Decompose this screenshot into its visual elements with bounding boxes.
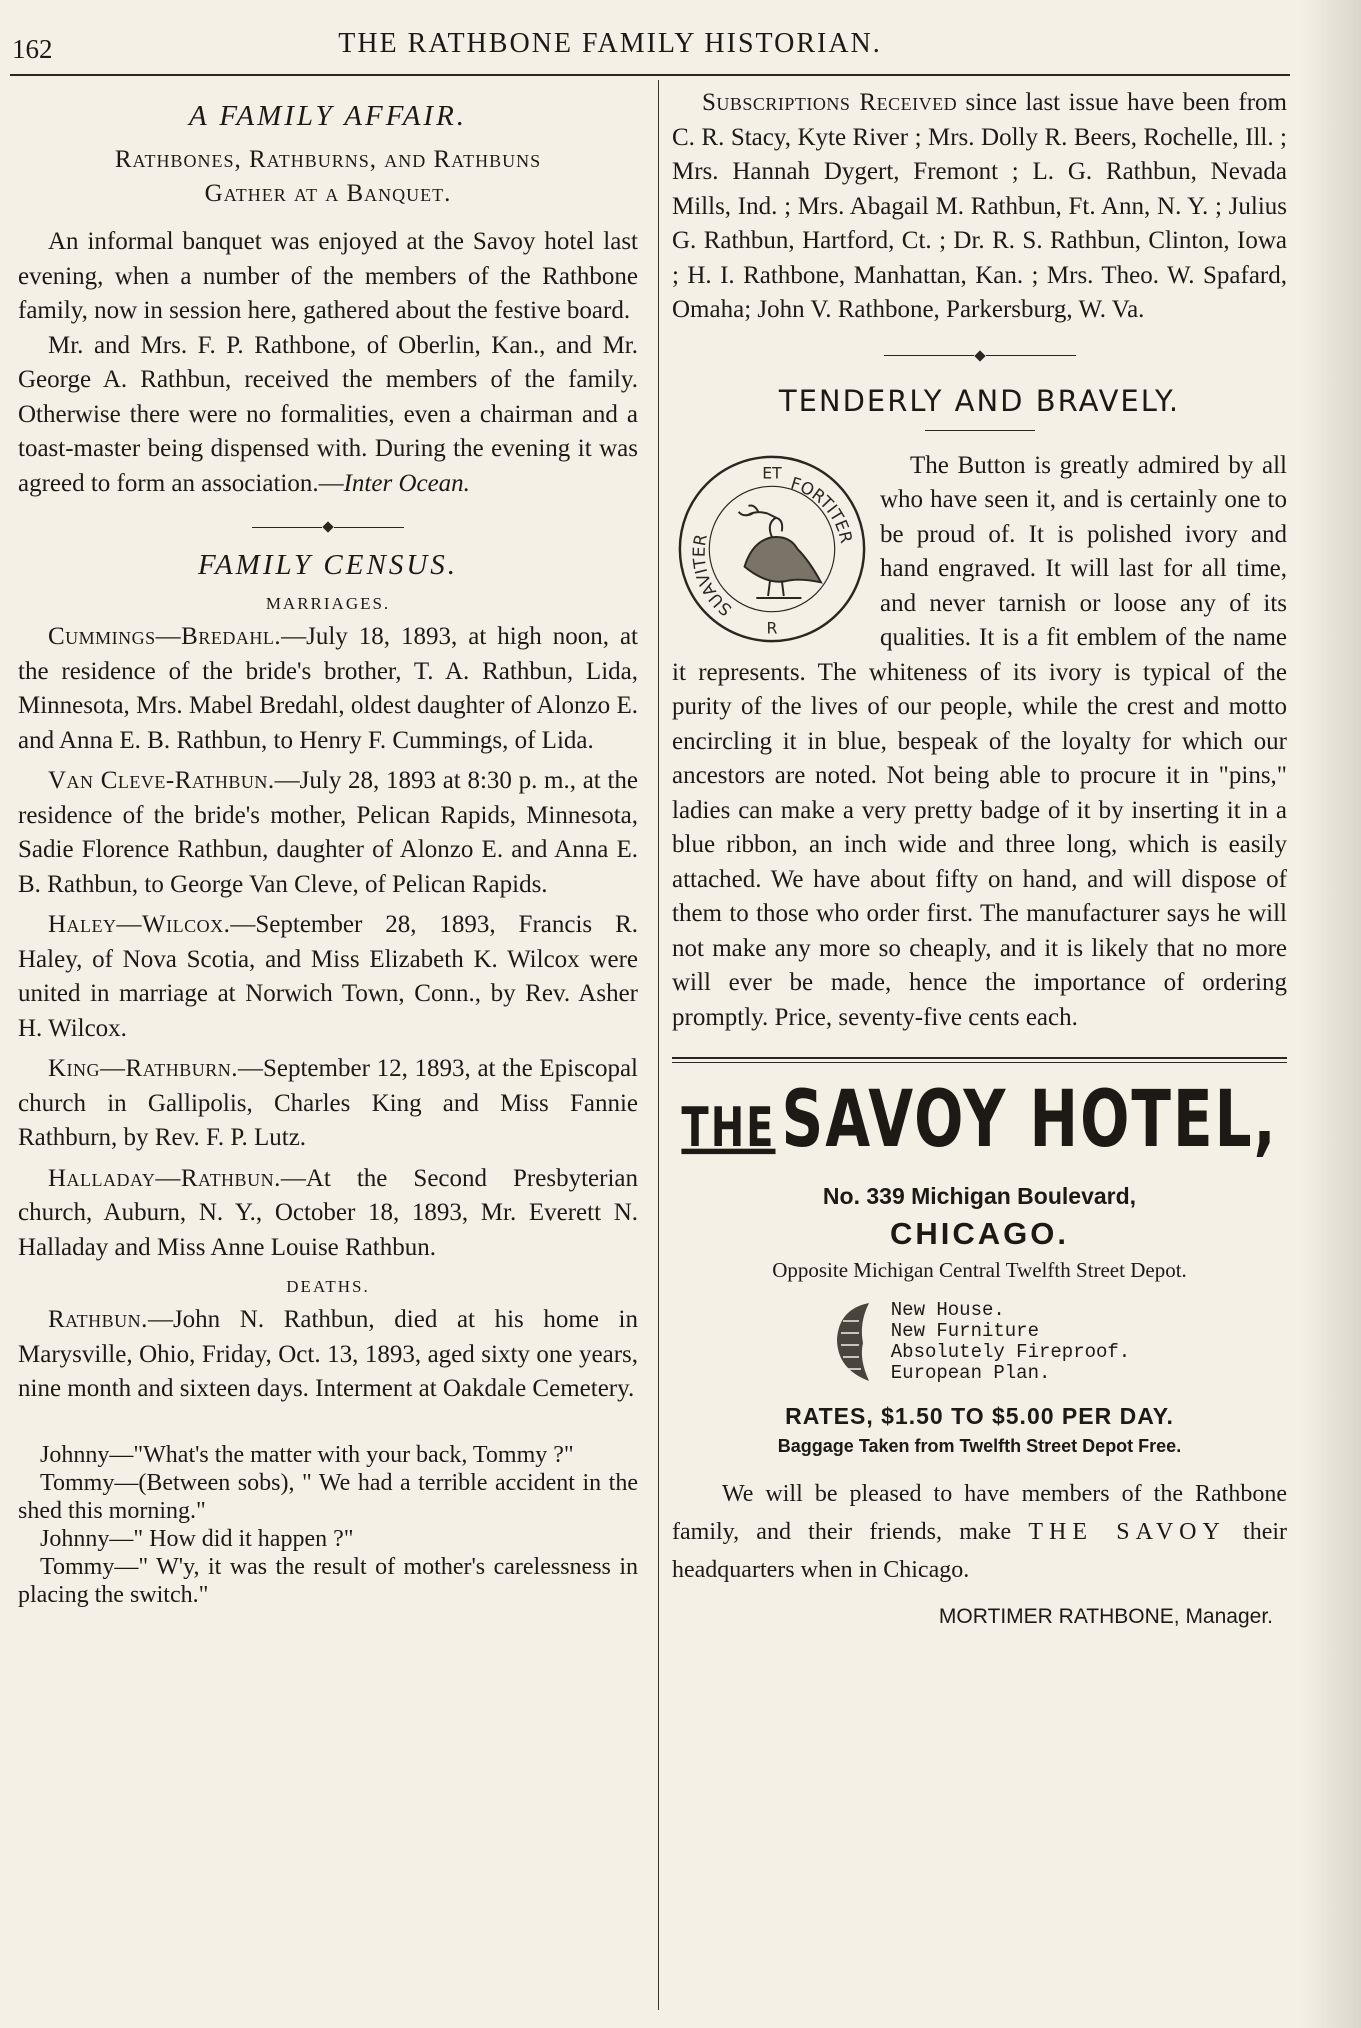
anecdote-line: Johnny—" How did it happen ?": [40, 1525, 354, 1552]
marriage-names: Halladay—Rathbun.: [48, 1164, 281, 1192]
right-column: [672, 86, 1287, 1629]
hotel-address: No. 339 Michigan Boulevard,: [822, 1183, 1137, 1209]
medallion-emblem-icon: [674, 451, 870, 647]
marriages-list: [18, 620, 638, 1265]
family-affair-title: A FAMILY AFFAIR.: [188, 100, 468, 132]
dove-icon: [739, 505, 821, 598]
subscriptions-lead: Subscriptions Received: [702, 89, 958, 116]
feature-item: Absolutely Fireproof.: [890, 1341, 1131, 1363]
marriage-text: —September 28, 1893, Francis R. Haley, of Nova Scotia, and Miss Elizabeth K. Wilcox were united in marriage at Norwich Town, Conn., by Rev. Asher H. Wilcox.: [18, 911, 638, 1042]
marriages-label: MARRIAGES.: [265, 594, 391, 613]
hotel-manager: MORTIMER RATHBONE, Manager.: [938, 1605, 1273, 1628]
journal-title: THE RATHBONE FAMILY HISTORIAN.: [338, 28, 882, 59]
hotel-baggage-note: Baggage Taken from Twelfth Street Depot Free.: [777, 1436, 1182, 1456]
marriage-text: —July 18, 1893, at high noon, at the residence of the bride's brother, T. A. Rathbun, Lida, Minnesota, Mrs. Mabel Bredahl, oldest daughter of Alonzo E. and Anna E. B. Rathbun, to Henry F. Cummings, of Lida.: [18, 623, 638, 754]
medallion-right-text: FORTITER: [788, 473, 856, 545]
running-head: [0, 22, 1361, 62]
marriage-names: Haley—Wilcox.: [48, 911, 231, 938]
subtitle-line-1: Rathbones, Rathburns, and Rathbuns: [114, 146, 542, 173]
anecdote-line: Tommy—(Between sobs), " We had a terrible accident in the shed this morning.": [18, 1469, 638, 1524]
left-column: [18, 86, 638, 1609]
medallion-left-text: SUAVITER: [689, 532, 736, 619]
invite-after: their headquarters when in Chicago.: [672, 1519, 1288, 1583]
hotel-city: CHICAGO.: [890, 1216, 1069, 1251]
feature-item: New Furniture: [890, 1320, 1039, 1342]
marriage-entry: [18, 1052, 638, 1156]
hotel-invitation: [672, 1475, 1287, 1589]
page-number: 162: [12, 34, 53, 64]
column-divider: [658, 80, 659, 2010]
subscriptions-text: since last issue have been from C. R. Stacy, Kyte River ; Mrs. Dolly R. Beers, Rochelle, Ill. ; Mrs. Hannah Dygert, Fremont ; L. G. Rathbun, Nevada Mills, Ind. ; Mrs. Abagail M. Rathbun, Ft. Ann, N. Y. ; Julius G. Rathbun, Hartford, Ct. ; Dr. R. S. Rathbun, Clinton, Iowa ; H. I. Rathbone, Manhattan, Kan. ; Mrs. Theo. W. Spafard, Omaha; John V. Rathbone, Parkersburg, W. Va.: [672, 89, 1287, 323]
family-affair-subtitle: [18, 143, 638, 211]
hotel-the: THE: [681, 1097, 776, 1160]
hotel-title: SAVOY HOTEL,: [781, 1073, 1278, 1165]
marriage-names: Cummings—Bredahl.: [48, 623, 282, 650]
hotel-features: [672, 1299, 1287, 1385]
family-census-title: FAMILY CENSUS.: [197, 549, 459, 581]
feature-item: New House.: [890, 1299, 1005, 1321]
ornament-divider: [672, 352, 1287, 360]
hotel-location-note: Opposite Michigan Central Twelfth Street Depot.: [772, 1258, 1187, 1282]
invite-savoy: THE SAVOY: [1028, 1519, 1226, 1545]
para-2-source: Inter Ocean.: [343, 469, 470, 497]
marriage-text: —September 12, 1893, at the Episcopal church in Gallipolis, Charles King and Miss Fannie Rathburn, by Rev. F. P. Lutz.: [18, 1055, 638, 1151]
deaths-label: DEATHS.: [286, 1277, 370, 1296]
subtitle-line-2: Gather at a Banquet.: [204, 180, 452, 207]
savoy-advertisement: [672, 1073, 1288, 1629]
feature-item: European Plan.: [890, 1362, 1051, 1384]
invite-before: We will be pleased to have members of the Rathbone family, and their friends, make: [672, 1481, 1287, 1545]
medallion-bottom-text: R: [766, 617, 778, 637]
anecdote-line: Tommy—" W'y, it was the result of mother's carelessness in placing the switch.": [18, 1553, 638, 1608]
marriage-names: Van Cleve-Rathbun.: [48, 767, 275, 794]
family-affair-para-2: [18, 329, 638, 502]
pointing-hand-icon: [829, 1299, 881, 1385]
medallion-top-text: ET: [762, 462, 782, 482]
marriage-entry: [18, 1162, 638, 1266]
anecdote: [18, 1441, 638, 1609]
features-list: [891, 1300, 1130, 1384]
button-article: [672, 449, 1287, 1036]
subscriptions-paragraph: [672, 86, 1287, 328]
marriage-text: —At the Second Presbyterian church, Auburn, N. Y., October 18, 1893, Mr. Everett N. Halladay and Miss Anne Louise Rathbun.: [18, 1164, 638, 1261]
death-text: —John N. Rathbun, died at his home in Marysville, Ohio, Friday, Oct. 13, 1893, aged sixty one years, nine month and sixteen days. Interment at Oakdale Cemetery.: [18, 1306, 638, 1402]
header-rule: [10, 74, 1290, 76]
button-article-body: The Button is greatly admired by all who have seen it, and is certainly one to be proud of. It is polished ivory and hand engraved. It will last for all time, and never tarnish or loose any of its qualities. It is a fit emblem of the name it represents. The whiteness of its ivory is typical of the purity of the lives of our people, while the crest and motto encircling it in blue, bespeak of the loyalty for which our ancestors are noted. Not being able to procure it in "pins," ladies can make a very pretty badge of it by inserting it in a blue ribbon, an inch wide and three long, which is easily attached. We have about fifty on hand, and will dispose of them to those who order first. The manufacturer says he will not make any more so cheaply, and it is likely that no more will ever be made, hence the importance of ordering promptly. Price, seventy-five cents each.: [672, 451, 1287, 1031]
anecdote-line: Johnny—"What's the matter with your back, Tommy ?": [40, 1441, 574, 1468]
hotel-name: [672, 1073, 1287, 1165]
ornament-divider: [18, 523, 638, 531]
family-affair-para-1: An informal banquet was enjoyed at the Savoy hotel last evening, when a number of the members of the Rathbone family, now in session here, gathered about the festive board.: [18, 228, 638, 324]
death-entry: [18, 1303, 638, 1407]
marriage-entry: [18, 908, 638, 1046]
short-rule: [925, 430, 1035, 431]
death-names: Rathbun.: [48, 1306, 148, 1333]
marriage-entry: [18, 620, 638, 758]
marriage-entry: [18, 764, 638, 902]
page-edge-shadow: [1301, 0, 1361, 2028]
para-2-text: Mr. and Mrs. F. P. Rathbone, of Oberlin, Kan., and Mr. George A. Rathbun, received the members of the family. Otherwise there were no formalities, even a chairman and a toast-master being dispensed with. During the evening it was agreed to form an association.—: [18, 331, 638, 497]
tenderly-title: TENDERLY AND BRAVELY.: [778, 383, 1181, 418]
ad-separator-rule: [672, 1057, 1287, 1063]
hotel-rates: RATES, $1.50 TO $5.00 PER DAY.: [785, 1403, 1174, 1429]
marriage-text: —July 28, 1893 at 8:30 p. m., at the residence of the bride's mother, Pelican Rapids, Minnesota, Sadie Florence Rathbun, daughter of Alonzo E. and Anna E. B. Rathbun, to George Van Cleve, of Pelican Rapids.: [18, 767, 638, 898]
marriage-names: King—Rathburn.: [48, 1055, 238, 1082]
